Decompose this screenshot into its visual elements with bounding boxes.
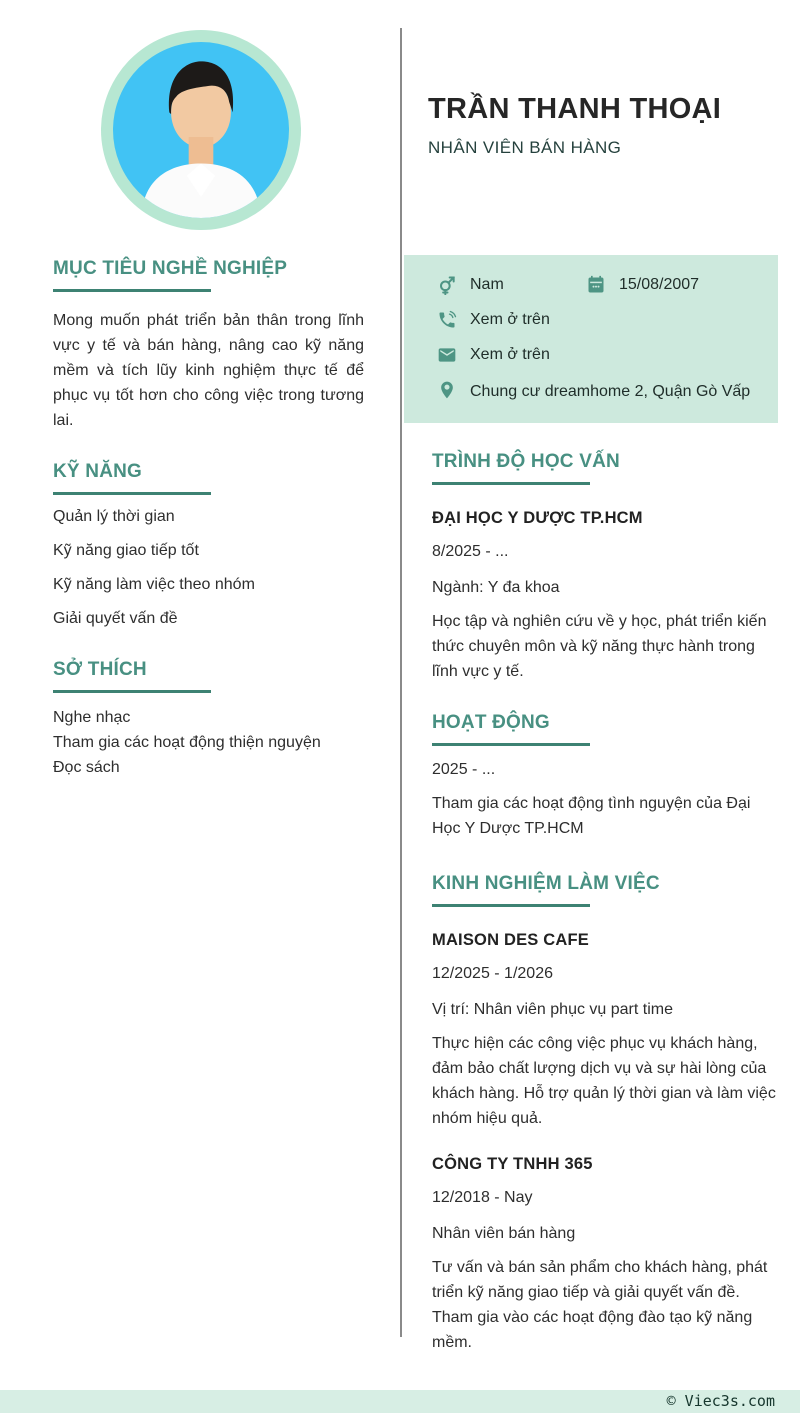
skill-item: Giải quyết vấn đề: [53, 610, 178, 627]
person-portrait-icon: [113, 42, 289, 218]
person-job-title: NHÂN VIÊN BÁN HÀNG: [428, 138, 622, 157]
footer-copyright: © Viec3s.com: [666, 1392, 775, 1410]
education-major: Ngành: Y đa khoa: [432, 579, 560, 596]
footer-bar: [0, 1390, 800, 1413]
education-section: [404, 451, 778, 684]
hobby-item: Tham gia các hoạt động thiện nguyện: [53, 734, 321, 751]
job-description: Thực hiện các công việc phục vụ khách hàng, đảm bảo chất lượng dịch vụ và sự hài lòng của khách hàng. Hỗ trợ quản lý thời gian và làm việc nhóm hiệu quả.: [432, 1035, 776, 1127]
left-column: [0, 0, 400, 780]
hobbies-section: [53, 659, 364, 780]
address-field: [437, 379, 758, 404]
heading-underline: [53, 289, 211, 292]
education-school: ĐẠI HỌC Y DƯỢC TP.HCM: [432, 509, 643, 527]
heading-underline: [432, 904, 590, 907]
hobbies-heading: SỞ THÍCH: [53, 659, 147, 680]
heading-underline: [432, 743, 590, 746]
gender-field: [437, 274, 573, 296]
experience-section: [404, 873, 778, 1355]
job-company: MAISON DES CAFE: [432, 931, 590, 949]
address-value: Chung cư dreamhome 2, Quận Gò Vấp: [470, 383, 751, 400]
objective-section: [53, 258, 364, 433]
education-heading: TRÌNH ĐỘ HỌC VẤN: [432, 451, 620, 472]
heading-underline: [53, 690, 211, 693]
skill-item: Quản lý thời gian: [53, 508, 175, 525]
skills-list: [53, 504, 364, 631]
activities-period: 2025 - ...: [432, 761, 496, 778]
education-period: 8/2025 - ...: [432, 543, 509, 560]
email-field: [437, 344, 758, 366]
calendar-icon: [586, 275, 606, 295]
avatar: [101, 30, 301, 230]
skill-item: Kỹ năng giao tiếp tốt: [53, 542, 199, 559]
phone-field: [437, 309, 758, 331]
activities-section: [404, 712, 778, 841]
hobbies-list: [53, 705, 364, 780]
objective-heading: MỤC TIÊU NGHỀ NGHIỆP: [53, 258, 288, 279]
heading-underline: [432, 482, 590, 485]
job-description: Tư vấn và bán sản phẩm cho khách hàng, phát triển kỹ năng giao tiếp và giải quyết vấn đề. Tham gia vào các hoạt động đào tạo kỹ năng mềm.: [432, 1259, 768, 1351]
job-entry: [432, 931, 778, 1131]
location-pin-icon: [437, 380, 457, 400]
birthday-field: [586, 274, 699, 296]
objective-body: Mong muốn phát triển bản thân trong lĩnh vực y tế và bán hàng, nâng cao kỹ năng mềm và tích lũy kinh nghiệm thực tế để phục vụ tốt hơn cho công việc trong tương lai.: [53, 312, 364, 429]
person-name: TRẦN THANH THOẠI: [428, 93, 722, 125]
job-period: 12/2025 - 1/2026: [432, 965, 553, 982]
activities-heading: HOẠT ĐỘNG: [432, 712, 550, 733]
education-description: Học tập và nghiên cứu về y học, phát triển kiến thức chuyên môn và kỹ năng thực hành trong lĩnh vực y tế.: [432, 613, 767, 680]
hobby-item: Đọc sách: [53, 759, 120, 776]
envelope-icon: [437, 345, 457, 365]
job-period: 12/2018 - Nay: [432, 1189, 533, 1206]
skills-heading: KỸ NĂNG: [53, 461, 143, 482]
job-company: CÔNG TY TNHH 365: [432, 1155, 593, 1173]
heading-underline: [53, 492, 211, 495]
skills-section: [53, 461, 364, 631]
activities-description: Tham gia các hoạt động tình nguyện của Đại Học Y Dược TP.HCM: [432, 795, 751, 837]
column-divider: [400, 28, 402, 1337]
gender-icon: [437, 275, 457, 295]
birthday-value: 15/08/2007: [619, 276, 700, 293]
profile-photo: [113, 42, 289, 218]
right-column: [404, 0, 778, 1355]
job-entry: [432, 1155, 778, 1355]
phone-value: Xem ở trên: [470, 311, 550, 328]
hobby-item: Nghe nhạc: [53, 709, 131, 726]
phone-icon: [437, 310, 457, 330]
job-role: Nhân viên bán hàng: [432, 1225, 576, 1242]
email-value: Xem ở trên: [470, 346, 550, 363]
contact-row-gender-birthday: [437, 274, 758, 296]
experience-heading: KINH NGHIỆM LÀM VIỆC: [432, 873, 660, 894]
contact-info-box: [404, 255, 778, 423]
job-role: Vị trí: Nhân viên phục vụ part time: [432, 1001, 673, 1018]
gender-value: Nam: [470, 276, 504, 293]
skill-item: Kỹ năng làm việc theo nhóm: [53, 576, 255, 593]
